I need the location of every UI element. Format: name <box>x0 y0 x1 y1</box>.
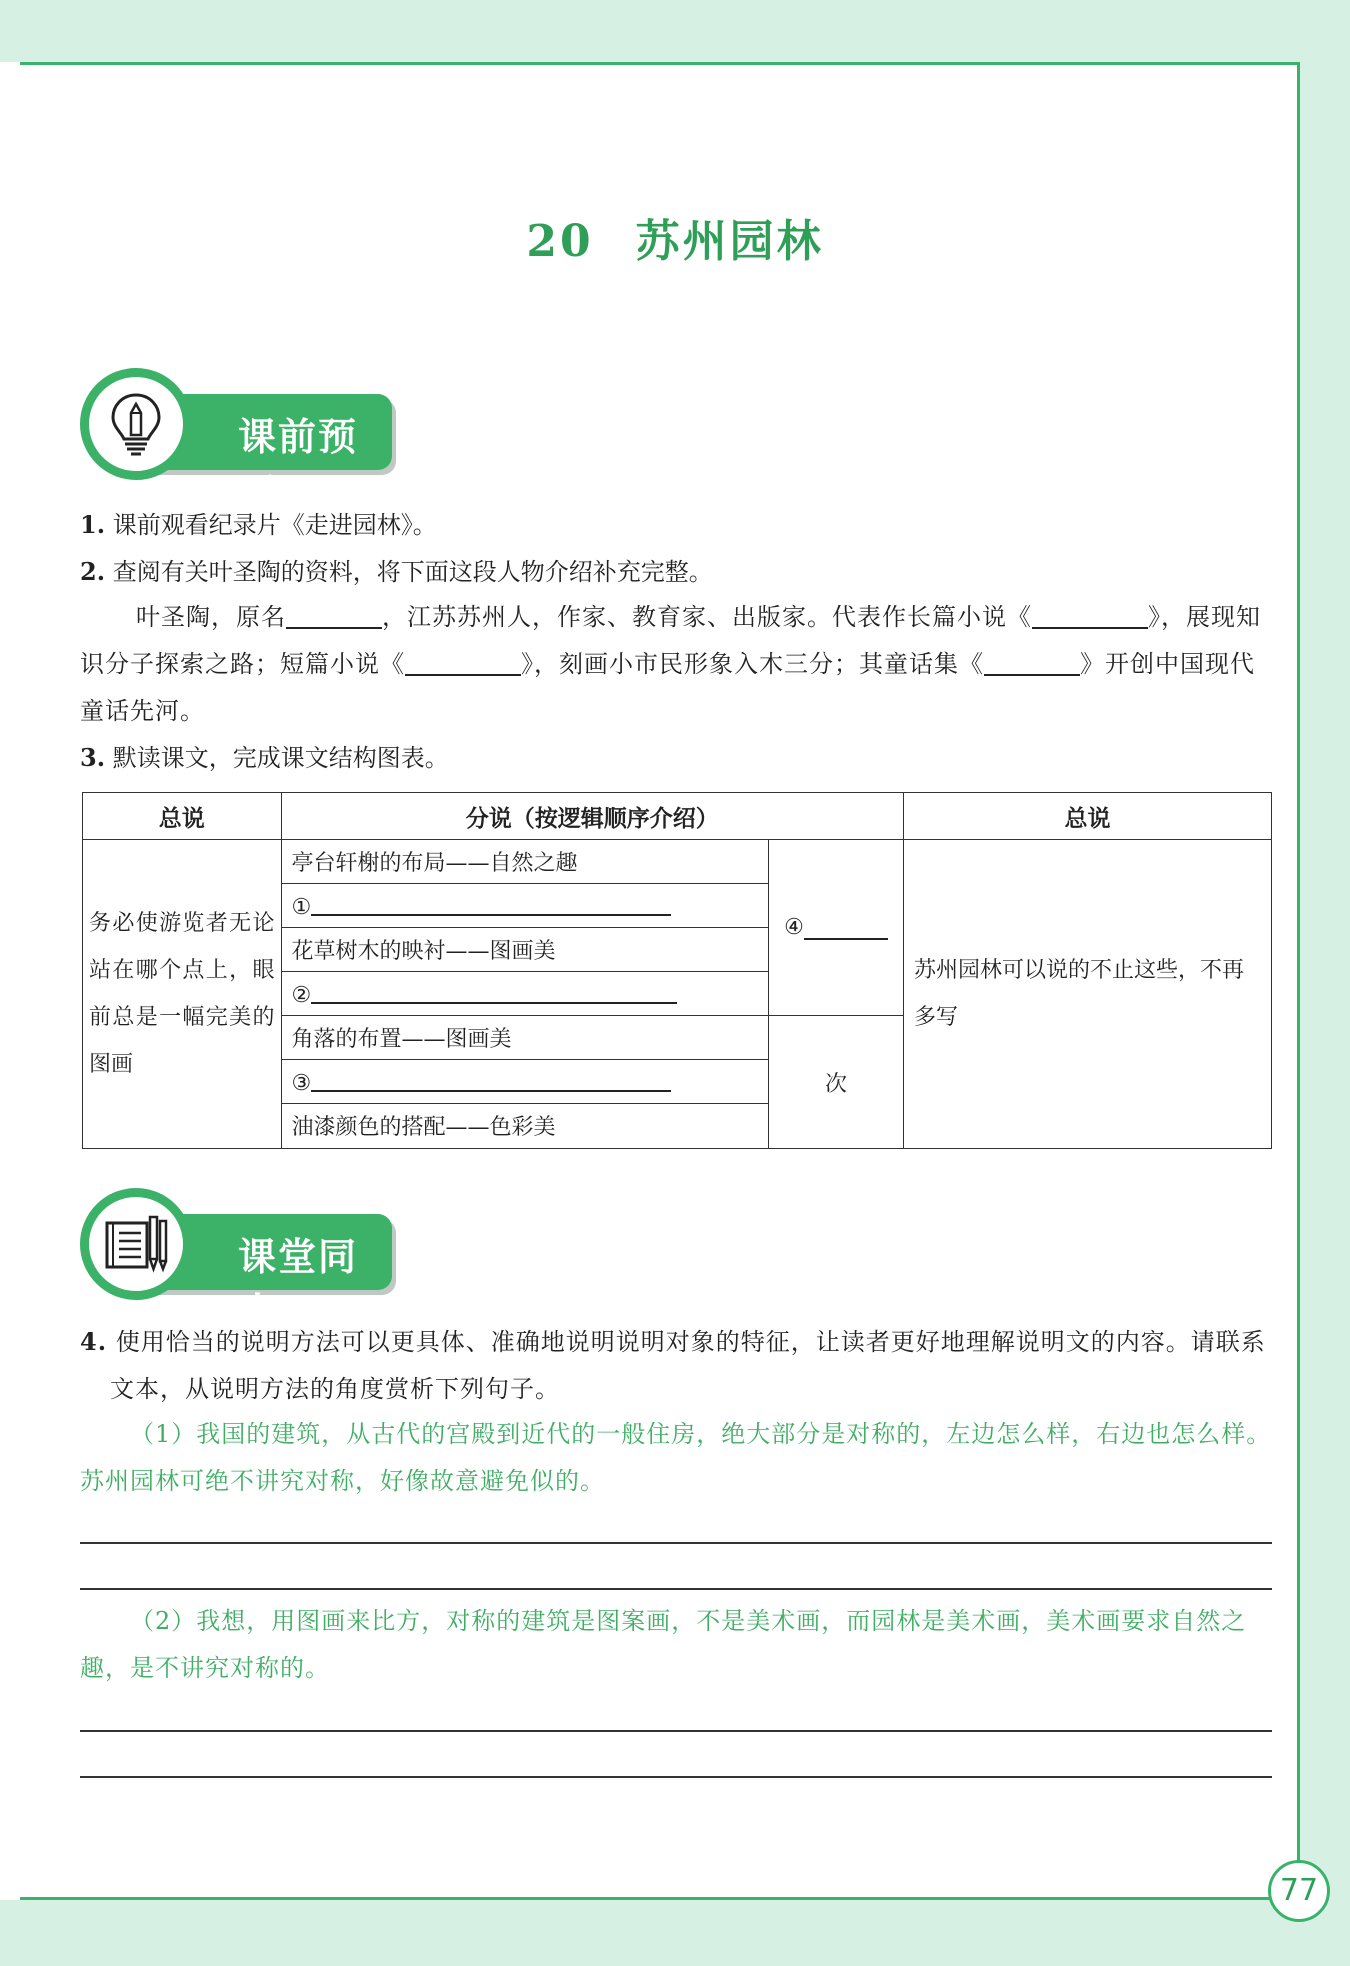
detail-row <box>282 1016 768 1060</box>
intro-part-5: 》开创中国现代童话先河。 <box>80 650 1255 725</box>
q1-number: 1. <box>80 510 106 539</box>
q3-text: 默读课文，完成课文结构图表。 <box>112 744 449 772</box>
answer-line-1[interactable] <box>311 892 671 916</box>
detail-blank-row[interactable] <box>282 972 768 1016</box>
section-icon-circle <box>80 368 192 480</box>
order-cell <box>768 840 903 1149</box>
answer-line-s1-a[interactable] <box>80 1542 1272 1544</box>
answer-line-2[interactable] <box>311 980 677 1004</box>
sentence-2 <box>80 1598 1275 1692</box>
book-pencil-icon <box>103 1211 169 1277</box>
question-2 <box>80 555 713 589</box>
answer-line-s2-b[interactable] <box>80 1776 1272 1778</box>
header-details: 分说（按逻辑顺序介绍） <box>281 793 904 840</box>
details-list <box>282 840 768 1147</box>
lightbulb-pencil-icon <box>103 391 169 457</box>
lesson-name: 苏州园林 <box>635 216 824 267</box>
conclusion-cell <box>904 840 1272 1149</box>
detail-text: 亭台轩榭的布局——自然之趣 <box>291 851 578 876</box>
detail-text: 油漆颜色的搭配——色彩美 <box>291 1115 556 1140</box>
detail-text: 角落的布置——图画美 <box>291 1027 512 1052</box>
detail-row <box>282 840 768 884</box>
lesson-title <box>0 205 1350 269</box>
intro-cell <box>83 840 282 1149</box>
answer-line-3[interactable] <box>311 1068 671 1092</box>
blank-original-name[interactable] <box>286 601 382 629</box>
q2-number: 2. <box>80 557 106 586</box>
q4-text: 使用恰当的说明方法可以更具体、准确地说明说明对象的特征，让读者更好地理解说明文的内容。请联系文本，从说明方法的角度赏析下列句子。 <box>110 1328 1266 1403</box>
header-conclusion: 总说 <box>904 793 1272 840</box>
intro-part-2: ，江苏苏州人，作家、教育家、出版家。代表作长篇小说《 <box>382 603 1032 631</box>
header-intro: 总说 <box>83 793 282 840</box>
blank-novel-title[interactable] <box>1032 601 1148 629</box>
section-label: 课堂同步 <box>238 1235 359 1334</box>
page-number: 77 <box>1268 1860 1330 1922</box>
author-intro-paragraph <box>80 594 1275 735</box>
section-icon-circle <box>80 1188 192 1300</box>
lesson-number: 20 <box>526 216 594 267</box>
intro-part-3: 》，展现知识分子探索之路；短篇小说《 <box>80 603 1261 678</box>
top-band <box>0 0 1350 62</box>
q3-number: 3. <box>80 743 106 772</box>
circled-4: ④ <box>784 915 804 940</box>
answer-line-4[interactable] <box>804 916 888 940</box>
q4-number: 4. <box>80 1327 108 1356</box>
order-secondary-text: 次 <box>824 1071 847 1097</box>
details-cell <box>281 840 768 1149</box>
q1-text: 课前观看纪录片《走进园林》。 <box>112 511 437 539</box>
detail-blank-row[interactable] <box>282 1060 768 1104</box>
blank-short-story-title[interactable] <box>405 648 521 676</box>
answer-line-s1-b[interactable] <box>80 1588 1272 1590</box>
intro-part-1: 叶圣陶，原名 <box>136 603 286 631</box>
detail-blank-row[interactable] <box>282 884 768 928</box>
structure-table <box>82 792 1272 1149</box>
question-3 <box>80 741 449 775</box>
question-4 <box>80 1318 1275 1413</box>
order-secondary <box>769 1016 903 1148</box>
detail-row <box>282 1104 768 1148</box>
sentence-2-text: （2）我想，用图画来比方，对称的建筑是图案画，不是美术画，而园林是美术画，美术画要求自然之趣，是不讲究对称的。 <box>80 1607 1247 1682</box>
conclusion-text: 苏州园林可以说的不止这些，不再多写 <box>914 958 1245 1030</box>
intro-part-4: 》，刻画小市民形象入木三分；其童话集《 <box>521 650 984 678</box>
answer-line-s2-a[interactable] <box>80 1730 1272 1732</box>
q2-text: 查阅有关叶圣陶的资料，将下面这段人物介绍补充完整。 <box>112 558 713 586</box>
sentence-1-text: （1）我国的建筑，从古代的宫殿到近代的一般住房，绝大部分是对称的，左边怎么样，右边也怎么样。苏州园林可绝不讲究对称，好像故意避免似的。 <box>80 1420 1272 1495</box>
intro-text: 务必使游览者无论站在哪个点上，眼前总是一幅完美的图画 <box>89 911 275 1077</box>
circled-2: ② <box>291 982 312 1008</box>
order-primary[interactable] <box>769 840 903 1016</box>
section-header-classroom <box>80 1188 400 1334</box>
circled-3: ③ <box>291 1070 312 1096</box>
detail-text: 花草树木的映衬——图画美 <box>291 939 556 964</box>
section-label: 课前预习 <box>238 415 359 514</box>
bottom-band <box>0 1900 1350 1966</box>
circled-1: ① <box>291 894 312 920</box>
detail-row <box>282 928 768 972</box>
sentence-1 <box>80 1411 1275 1505</box>
blank-fairy-tale-title[interactable] <box>984 648 1080 676</box>
section-header-preview <box>80 368 400 514</box>
question-1 <box>80 508 437 542</box>
